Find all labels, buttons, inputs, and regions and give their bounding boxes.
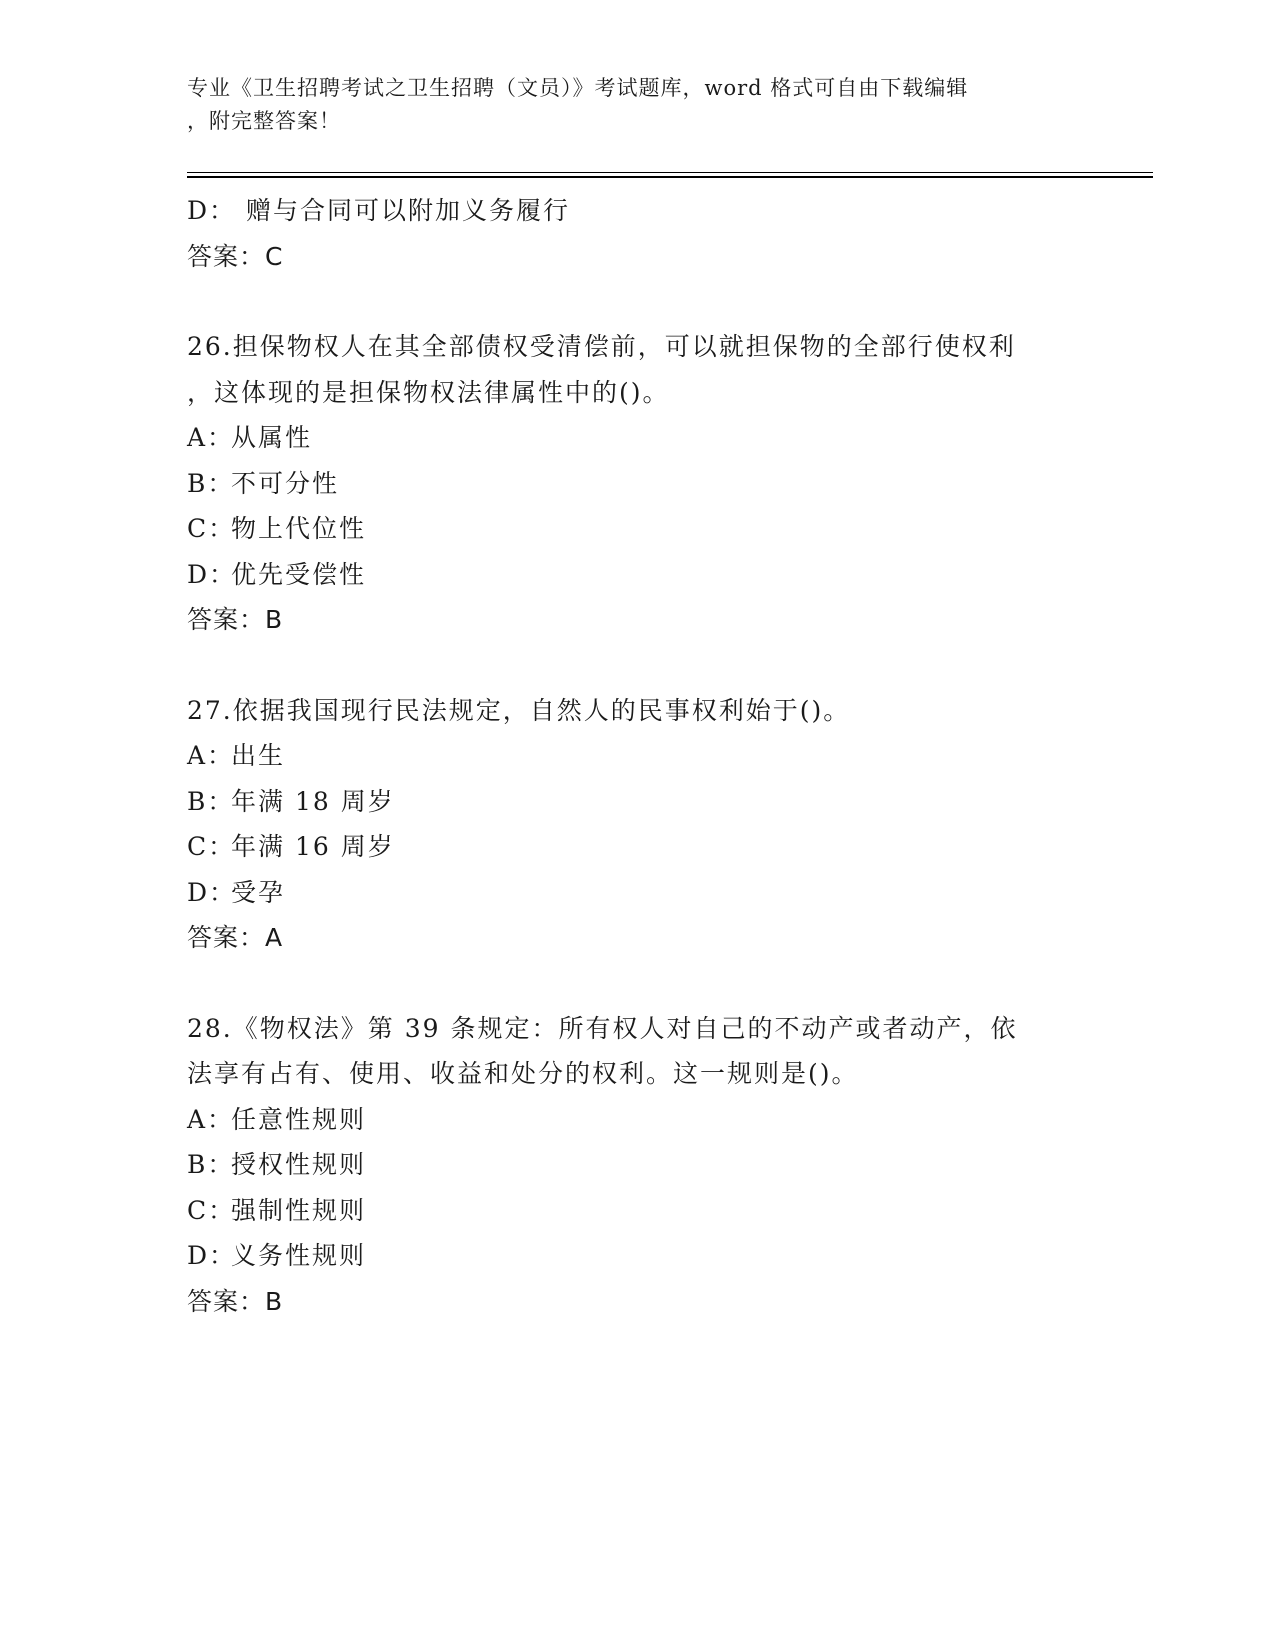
option-text: 强制性规则	[231, 1195, 367, 1225]
option-d	[187, 1233, 1087, 1279]
prev-option-d: D： 赠与合同可以附加义务履行	[187, 196, 570, 225]
question-stem-line-2: ，这体现的是担保物权法律属性中的()。	[187, 377, 670, 407]
option-key: A：	[187, 1104, 235, 1134]
option-c	[187, 824, 1087, 870]
answer: 答案：A	[187, 923, 284, 952]
header-line-1: 专业《卫生招聘考试之卫生招聘（文员）》考试题库，word 格式可自由下载编辑	[187, 76, 969, 100]
option-key: C：	[187, 1195, 236, 1225]
option-text: 年满 16 周岁	[231, 832, 395, 861]
option-a	[187, 733, 1087, 779]
spacer	[187, 279, 1087, 324]
answer: 答案：B	[187, 605, 284, 634]
option-text: 受孕	[231, 877, 286, 907]
option-b	[187, 461, 1087, 507]
option-text: 从属性	[231, 423, 313, 452]
option-key: D：	[187, 877, 237, 907]
option-d	[187, 552, 1087, 598]
option-key: B：	[187, 468, 235, 498]
header-line-2: ，附完整答案！	[187, 109, 341, 133]
prev-answer: 答案：C	[187, 241, 284, 271]
question-stem-line-2: 法享有占有、使用、收益和处分的权利。这一规则是()。	[187, 1059, 859, 1088]
question-stem-line-1: 28.《物权法》第 39 条规定：所有权人对自己的不动产或者动产，依	[187, 1013, 1018, 1043]
option-d	[187, 870, 1087, 916]
header-divider-bottom	[187, 176, 1153, 178]
header-divider-top	[187, 172, 1153, 173]
option-key: D：	[187, 1241, 237, 1270]
option-a	[187, 1097, 1087, 1143]
spacer	[187, 961, 1087, 1006]
option-key: D：	[187, 559, 237, 589]
option-text: 年满 18 周岁	[231, 786, 395, 816]
option-key: A：	[187, 741, 235, 770]
option-key: C：	[187, 832, 236, 861]
option-c	[187, 506, 1087, 552]
spacer	[187, 643, 1087, 688]
option-b	[187, 1142, 1087, 1188]
option-text: 出生	[231, 741, 286, 770]
question-26	[187, 324, 1087, 643]
option-a	[187, 415, 1087, 461]
option-key: A：	[187, 423, 235, 452]
option-key: C：	[187, 514, 236, 543]
option-key: B：	[187, 1150, 235, 1179]
option-text: 物上代位性	[231, 514, 367, 543]
option-text: 优先受偿性	[231, 559, 367, 589]
question-stem-line-1: 26.担保物权人在其全部债权受清偿前，可以就担保物的全部行使权利	[187, 332, 1016, 361]
option-text: 任意性规则	[231, 1104, 367, 1134]
option-text: 不可分性	[231, 468, 340, 498]
page-header	[187, 72, 1067, 138]
question-content	[187, 188, 1087, 1324]
option-c	[187, 1188, 1087, 1234]
question-stem-line-1: 27.依据我国现行民法规定，自然人的民事权利始于()。	[187, 695, 851, 725]
option-key: B：	[187, 786, 235, 816]
answer: 答案：B	[187, 1286, 284, 1316]
option-b	[187, 779, 1087, 825]
question-27	[187, 688, 1087, 961]
option-text: 义务性规则	[231, 1241, 367, 1270]
option-text: 授权性规则	[231, 1150, 367, 1179]
question-28	[187, 1006, 1087, 1325]
